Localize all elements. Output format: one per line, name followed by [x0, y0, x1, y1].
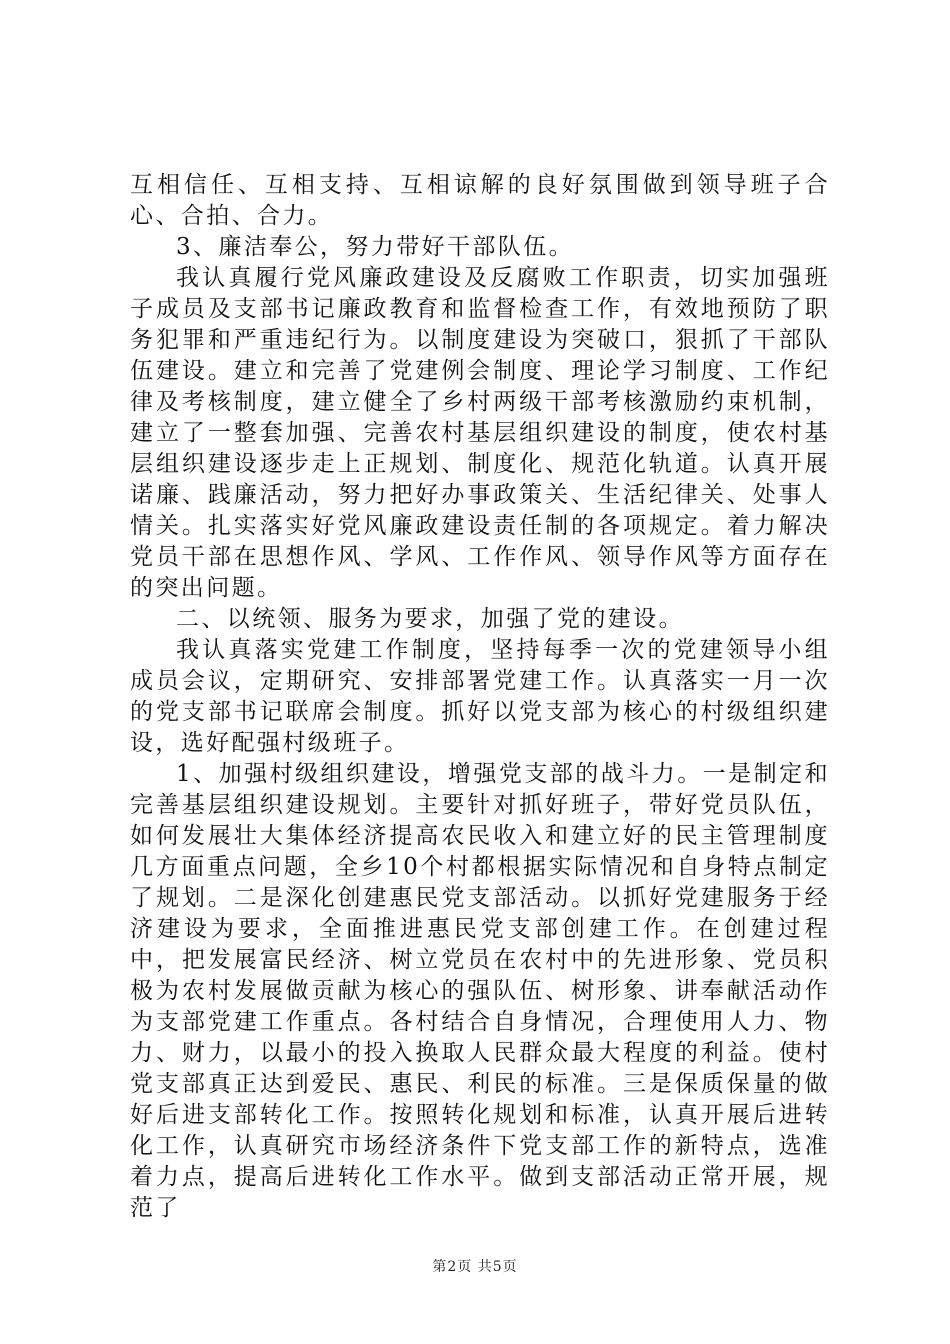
- paragraph-party-building: 我认真落实党建工作制度，坚持每季一次的党建领导小组成员会议，定期研究、安排部署党建工作。认真落实一月一次的党支部书记联席会制度。抓好以党支部为核心的村级组织建设，选好配强村级班子。: [130, 637, 830, 756]
- paragraph-village-organization: 1、加强村级组织建设，增强党支部的战斗力。一是制定和完善基层组织建设规划。主要针对抓好班子，带好党员队伍，如何发展壮大集体经济提高农民收入和建立好的民主管理制度几方面重点问题，全乡10个村都根据实际情况和自身特点制定了规划。二是深化创建惠民党支部活动。以抓好党建服务于经济建设为要求，全面推进惠民党支部创建工作。在创建过程中，把发展富民经济、树立党员在农村中的先进形象、党员积极为农村发展做贡献为核心的强队伍、树形象、讲奉献活动作为支部党建工作重点。各村结合自身情况，合理使用人力、物力、财力，以最小的投入换取人民群众最大程度的利益。使村党支部真正达到爱民、惠民、利民的标准。三是保质保量的做好后进支部转化工作。按照转化规划和标准，认真开展后进转化工作，认真研究市场经济条件下党支部工作的新特点，选准着力点，提高后进转化工作水平。做到支部活动正常开展，规范了: [130, 761, 830, 1221]
- page-footer: 第2页 共5页: [432, 1259, 518, 1275]
- heading-section-3: 3、廉洁奉公，努力带好干部队伍。: [176, 234, 575, 260]
- heading-section-two: 二、以统领、服务为要求，加强了党的建设。: [176, 606, 684, 632]
- document-body: [130, 170, 830, 1224]
- paragraph-continuation: 互相信任、互相支持、互相谅解的良好氛围做到领导班子合心、合拍、合力。: [130, 172, 830, 229]
- paragraph-integrity: 我认真履行党风廉政建设及反腐败工作职责，切实加强班子成员及支部书记廉政教育和监督检查工作，有效地预防了职务犯罪和严重违纪行为。以制度建设为突破口，狠抓了干部队伍建设。建立和完善了党建例会制度、理论学习制度、工作纪律及考核制度，建立健全了乡村两级干部考核激励约束机制，建立了一整套加强、完善农村基层组织建设的制度，使农村基层组织建设逐步走上正规划、制度化、规范化轨道。认真开展诺廉、践廉活动，努力把好办事政策关、生活纪律关、处事人情关。扎实落实好党风廉政建设责任制的各项规定。着力解决党员干部在思想作风、学风、工作作风、领导作风等方面存在的突出问题。: [130, 265, 830, 601]
